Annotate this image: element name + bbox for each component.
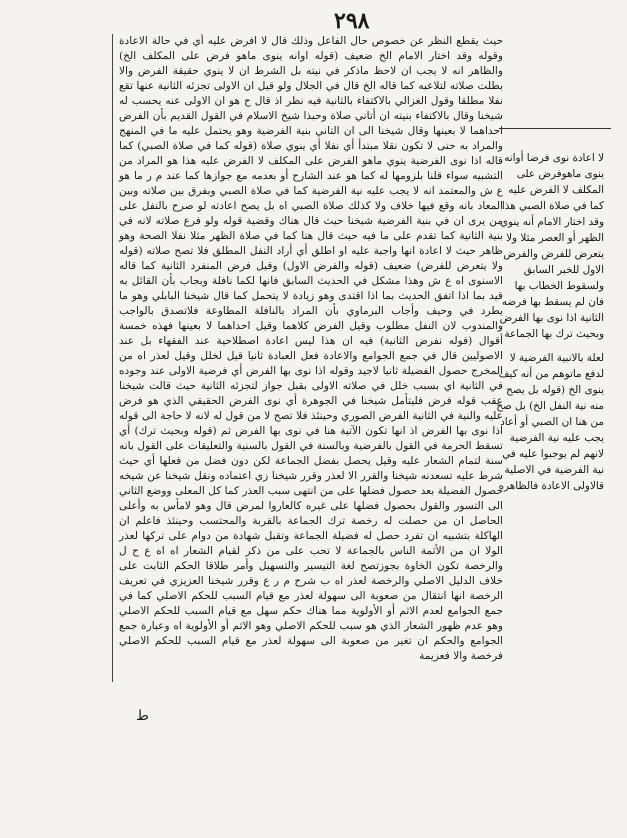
bottom-signature-mark: ط [136, 708, 149, 724]
margin-notes [496, 150, 604, 494]
margin-note: لا اعادة نوى فرضا أوانه ينوى ماهوفرض على المكلف لا الفرض عليه كما في صلاة الصبي هذا وقد اختار الامام أنه ينوي الظهر أو العصر مثلا ولا يتعرض للفرض والفرض الاول للخبر السابق ولسقوط الخطاب بها فان لم يسقط بها فرضه الثانية اذا نوى بها الفرض وبحيث ترك بها الجماعة [499, 152, 604, 340]
margin-note: لعلة بالانبية الفرضية لا لدفع ماتوهم من أنه كيف ينوى الخ (قوله بل يصح منه نية النفل الخ) بل صح من هنا ان الصبي أو أعاد يجب عليه نية الفرضية لانهم لم يوجبوا عليه في نية الفرضية في الاصلية قالاولى الاعادة فالظاهره [496, 352, 604, 492]
main-paragraph: حيث يقطع النظر عن خصوص حال الفاعل وذلك قال لا افرض عليه أي في حالة الاعادة وقوله وقد اختار الامام الخ ضعيف (قوله اوانه ينوى ماهو فرض على المكلف الخ) والظاهر انه لا يجب ان لاحظ ماذكر في نيته بل الشرط ان لا ينوي حقيقة الفرض والا بطلت صلاته لتلاعبه كما قاله الخ قال في الجلال ولو قيل ان الاولى تجزئه الثانية عنها تقع نفلا مطلقا وقول الغزالي بالاكتفاء بالثانية فيه نظر اذ قال ح هو ان الاولى عنه يحسب له شيخنا وقال بالاكتفاء بنيته ان أتاني صلاة وحبذا شيخ الاسلام في القول القديم بأن الفرض احداهما لا بعينها وقال شيخنا الى ان التاني بنية الفرضية وهو يحتمل عليه ما في المنهج والمراد به حتى لا تكون نقلا مبتدأ أي نفلا أي ينوي صلاة (قوله كما في صلاة الصبي) كما قاله اذا نوى الفرضية ينوي ماهو الفرض على المكلف لا الفرض عليه هذا هو المراد من التشبيه سواء قلنا بلزومها له كما هو عند الشارح أو بعدمه مع جوازها كما عند م ر ما هو ع ش والمعتمد انه لا يجب عليه نية الفرضية كما في صلاة الصبي وبفرق بين صلاته وبين المعاد بانه وقع فيها خلاف ولا كذلك صلاة الصبي اه بل يصح اعادته لو صرح بالنفل على من يرى ان في بنية الفرضية شيخنا حيث قال هناك وقضية قوله ولو فرع صلاته لانه في بنية الثانية كما تقدم على ما فيه حيث قال هنا كما في صلاة الظهر مثلا نفلا الصحة وهو ظاهر حيث لا اعادة انها واجبة عليه او اطلق أي أراد النفل المطلق فلا تصح صلاته (قوله ولا يتعرض للفرض) ضعيف (قوله والفرض الاول) وقيل فرض المنفرد الثانية كما قاله الاسنوى اه ع ش وهذا مشكل في الحديث السابق فانها لكما نافلة وبجاب بأن القائل به قيد بما اذا اتفق الحديث بما اذا اقتدى وهو زيادة لا يتحمل كما قال شيخنا البابلي وهو ما يطرد في وحيف وأجاب البرماوي بأن المراد بالنافلة المطاوعة فلاتصدق بالواجب والمندوب لان النفل مطلوب وقيل الفرض كلاهما وقيل احداهما لا بعينها فهذه خمسة أقوال (قوله نفرض الثانية) فيه ان هذا ليس اعادة اصطلاحية عند الفقهاء بل عند الاصوليين قال في جمع الجوامع والاعادة فعل العبادة ثانيا قيل لخلل وقيل لعذر اه من المخرج حصول الفضيلة ثانيا لاجيد وقوله اذا نوى بها الفرض أي فرضية الاولى عند وجوده في الثانية اي بسبب خلل في صلاته الاولى بقبل جواز لتجزئه الثانية حيث قالت شيخنا عقب قوله فرض فليتأمل شيخنا في الجوهرة أي نوى الفرض الحقيقي الذي هو فرض عليه والنية في الثانية الفرض الصوري وحينئذ فلا تصح لا من قول له لانه لا حاجة الى قوله اذا نوى بها الفرض اذ انها تكون الآتية هنا في نوى بها الفرض ثم (قوله وبحيث ترك) أي تسقط الحرمة في القول بالفرضية وبالسنة في القول بالسنية والتعليقات على القول بانه سنة لتمام الشعار عليه وقيل يحصل بفضل الجماعة لكن دون فضل من فعلها أي حيث شرط عليه تسعدنه شيخنا والقرر الا لعذر وقرر شيخنا زي اعتماده ونقل شيخنا عن شيخه حصول الفضيلة بعد حصول فضلها على من انتهى سبب العذر كما كل المعلى ووضع الثاني الى التسور والقول بحصول فضلها على غيره كالعاروا لمرض قال وهو لامأس به وأعلى الحاصل ان من حصلت له رخصة ترك الجماعة بالقربة والمحتسب وحينئذ فاعلم ان الهاكلة بتشبيه ان تفرد حصل له فضيلة الجماعة وتقبل شهادة من دوام على تركها لعذر الولا ان من الأثمة الناس بالجماعة لا تحب على من ذكر لقيام الشعار اه اه ع ح ل والرخصة تكون الخاوة بجوزتصح لغة التيسير والتسهيل وأمر طلاقا الحكم الثابت على خلاف الدليل الاصلي والرخصة لعذر اه ب شرح م ر ع وقرر شيخنا العزيزي في تعريف الرخصة انها انتقال من صعوبة الى سهولة لعذر مع قيام السبب للحكم الاصلي كما في جمع الجوامع لعدم الاثم أو الأولوية مما هناك حكم سهل مع قيام السبب للحكم الاصلي وهو عدم ظهور الشعار الذي هو سبب للحكم الاصلي وهو الاثم أو الأولوية اه وعبارة جمع الجوامع والحكم ان تغير من صعوبة الى سهولة لعذر مع قيام السبب للحكم الاصلي فرخصة والا فعزيمة [119, 35, 503, 662]
margin-rule [499, 128, 611, 129]
main-text-column [112, 34, 503, 682]
page-number: ٢٩٨ [334, 8, 370, 34]
